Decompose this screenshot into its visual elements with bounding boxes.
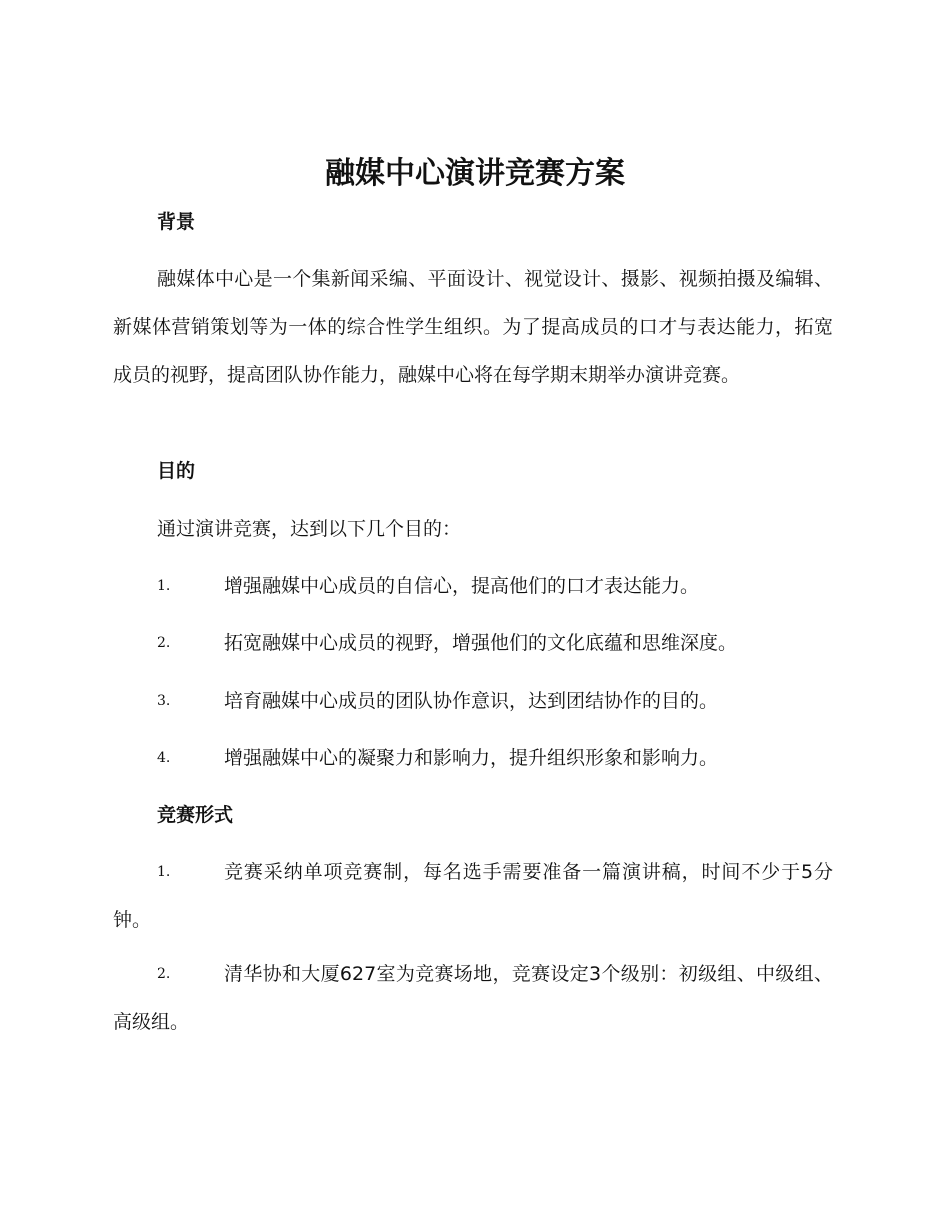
purpose-list-item xyxy=(113,619,833,667)
list-text: 竞赛采纳单项竞赛制，每名选手需要准备一篇演讲稿，时间不少于5分钟。 xyxy=(113,861,833,931)
format-list-item xyxy=(113,848,833,944)
list-text: 增强融媒中心成员的自信心，提高他们的口才表达能力。 xyxy=(224,575,700,597)
list-text: 培育融媒中心成员的团队协作意识，达到团结协作的目的。 xyxy=(224,690,719,712)
section-heading-background: 背景 xyxy=(157,211,196,233)
document-title: 融媒中心演讲竞赛方案 xyxy=(325,156,625,191)
purpose-intro: 通过演讲竞赛，达到以下几个目的： xyxy=(157,518,462,540)
list-number: 2. xyxy=(157,635,171,651)
section-heading-purpose: 目的 xyxy=(157,460,196,482)
list-number: 4. xyxy=(157,750,171,766)
list-text: 清华协和大厦627室为竞赛场地，竞赛设定3个级别：初级组、中级组、高级组。 xyxy=(113,963,833,1033)
list-number: 1. xyxy=(157,864,171,880)
background-paragraph: 融媒体中心是一个集新闻采编、平面设计、视觉设计、摄影、视频拍摄及编辑、新媒体营销策划等为一体的综合性学生组织。为了提高成员的口才与表达能力，拓宽成员的视野，提高团队协作能力，融媒中心将在每学期末期举办演讲竞赛。 xyxy=(113,268,833,386)
section-heading-format: 竞赛形式 xyxy=(157,804,234,826)
list-number: 1. xyxy=(157,578,171,594)
list-number: 2. xyxy=(157,966,171,982)
list-number: 3. xyxy=(157,693,171,709)
list-text: 增强融媒中心的凝聚力和影响力，提升组织形象和影响力。 xyxy=(224,747,719,769)
purpose-list-item xyxy=(113,734,833,782)
purpose-list-item xyxy=(113,562,833,610)
format-list-item xyxy=(113,950,833,1046)
purpose-list-item xyxy=(113,677,833,725)
list-text: 拓宽融媒中心成员的视野，增强他们的文化底蕴和思维深度。 xyxy=(224,632,738,654)
